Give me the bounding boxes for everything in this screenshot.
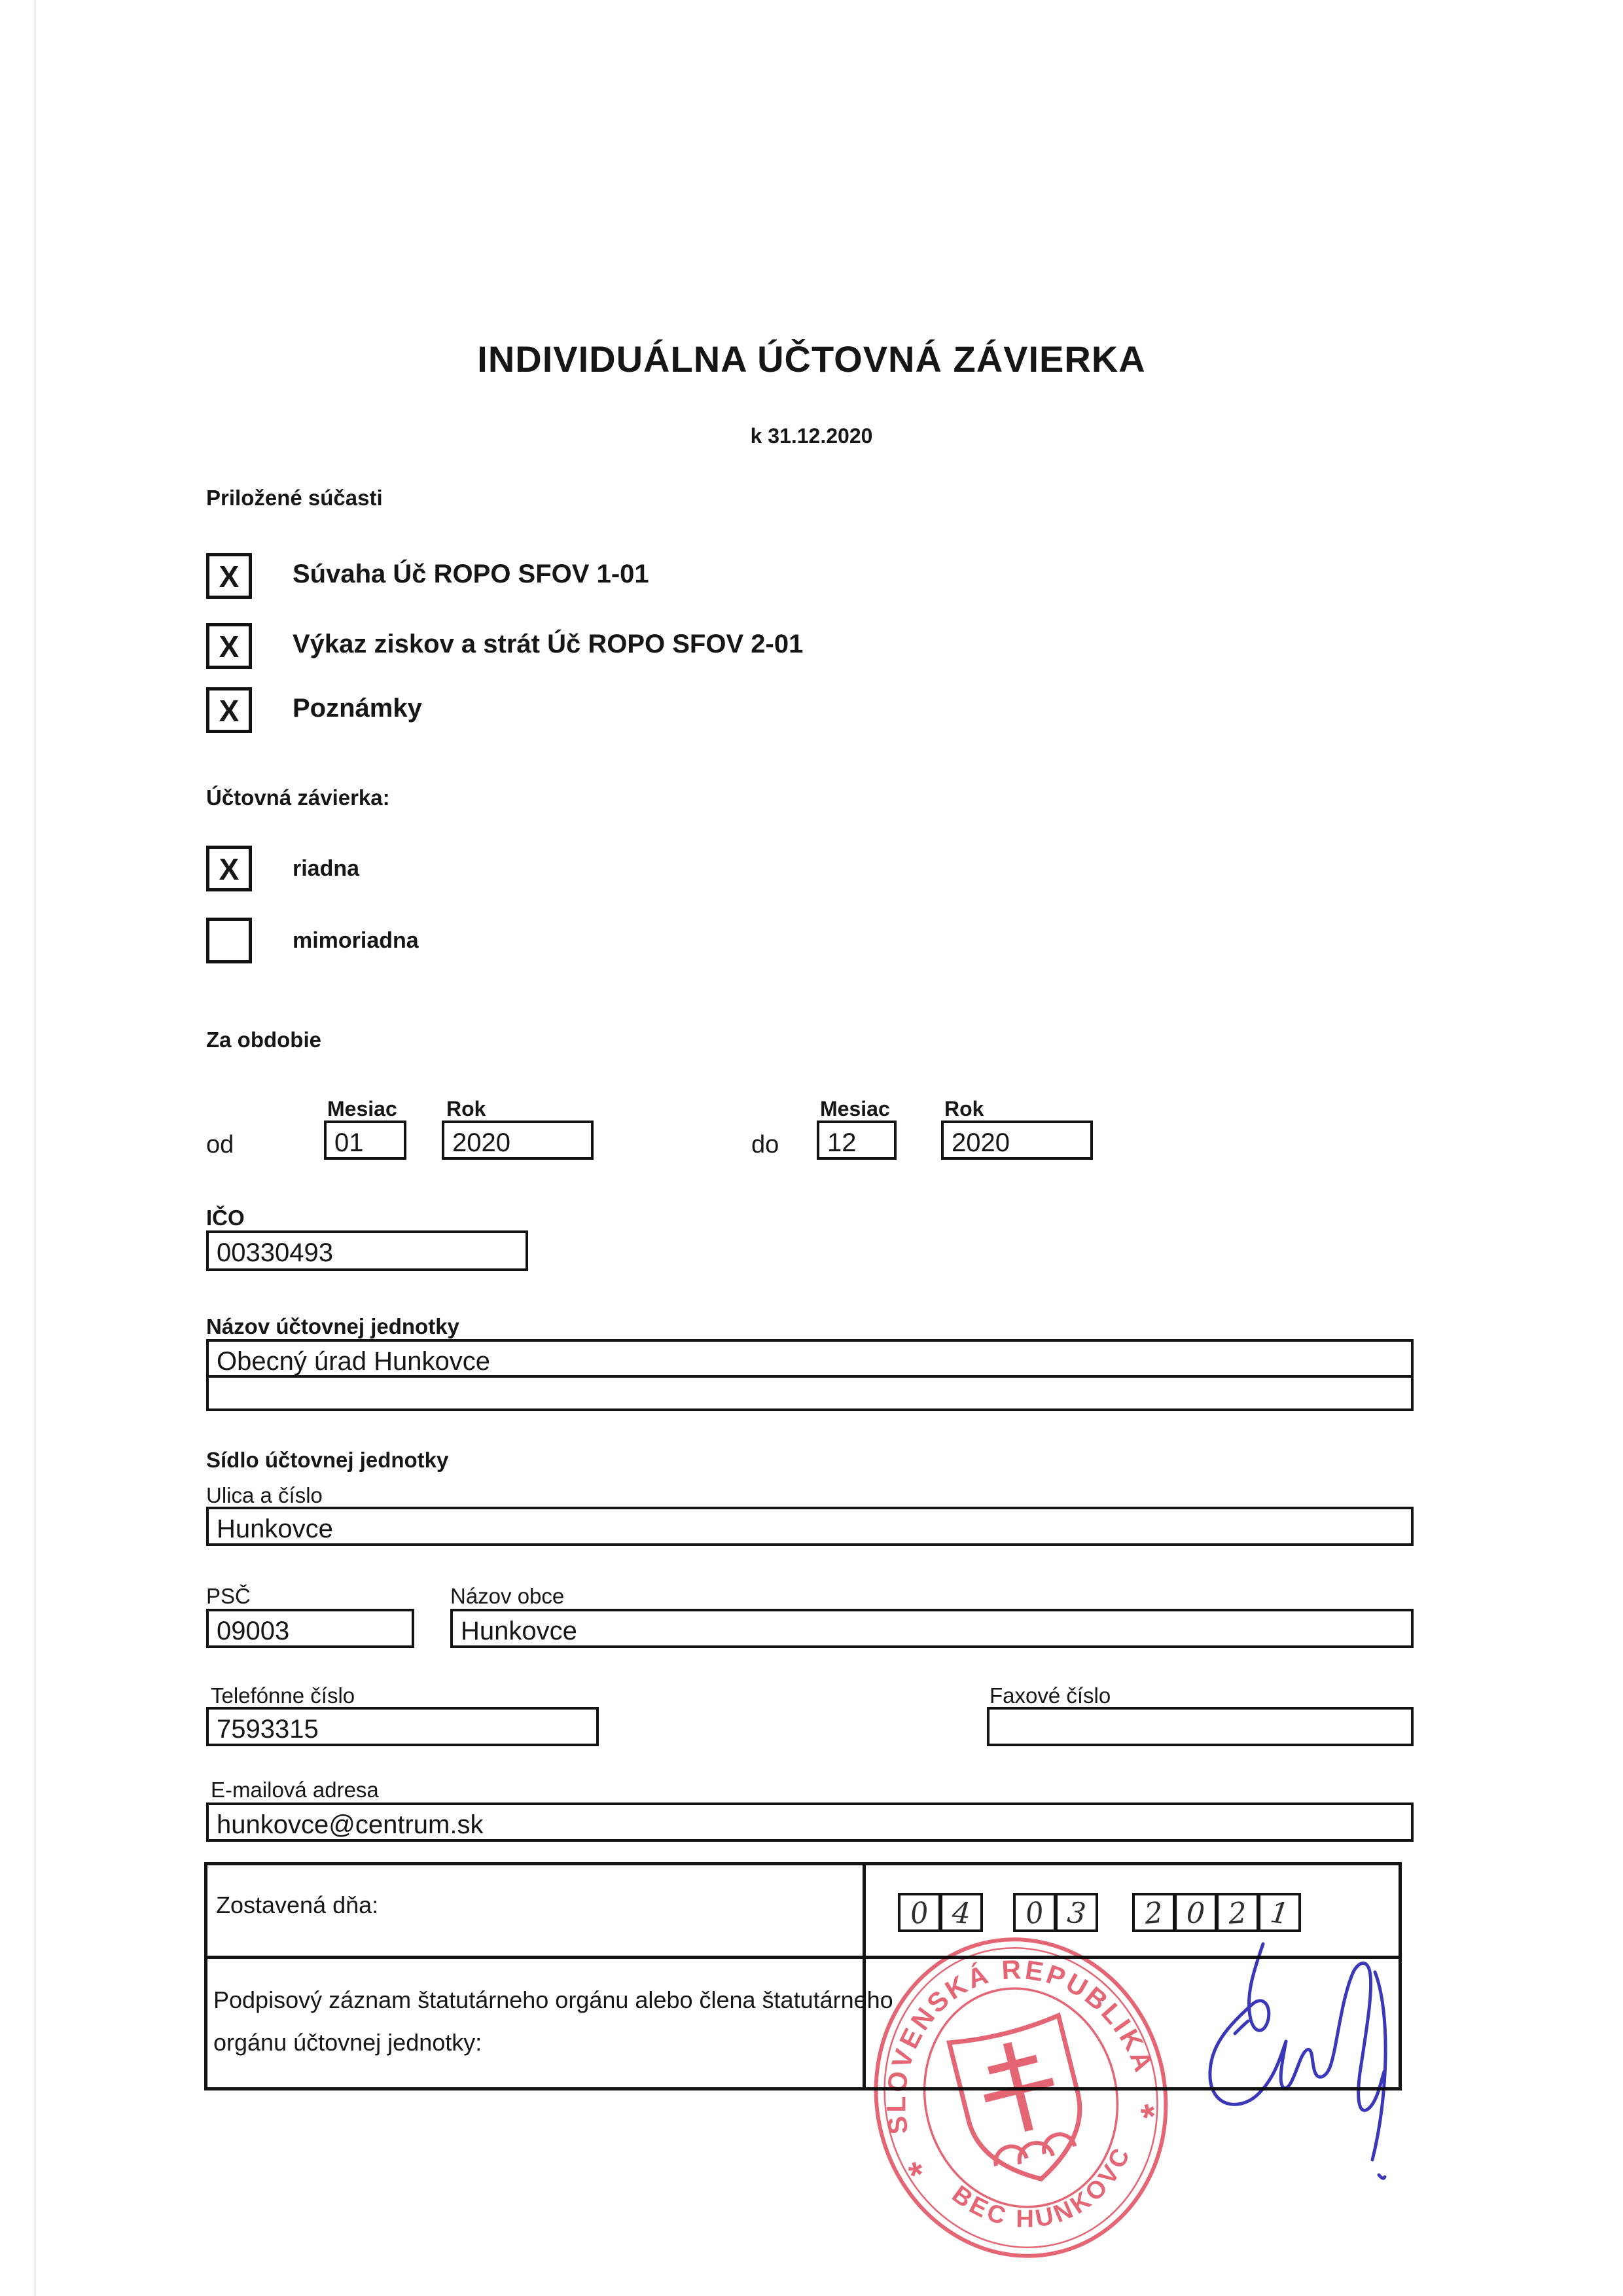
town-value: Hunkovce — [461, 1617, 577, 1645]
signature-label-line2: orgánu účtovnej jednotky: — [213, 2029, 482, 2056]
phone-field — [206, 1707, 599, 1746]
phone-label: Telefónne číslo — [211, 1683, 355, 1708]
period-from-year-label: Rok — [446, 1097, 486, 1121]
attachments-heading: Priložené súčasti — [206, 486, 383, 510]
closing-label-mimoriadna: mimoriadna — [293, 928, 419, 953]
signature-stroke-1 — [1210, 1944, 1286, 2104]
period-to-month-field — [817, 1121, 897, 1160]
checkbox-suvaha: X — [206, 553, 252, 599]
entity-name-label: Názov účtovnej jednotky — [206, 1314, 459, 1338]
zip-label: PSČ — [206, 1584, 251, 1608]
attachment-label-vykaz: Výkaz ziskov a strát Úč ROPO SFOV 2-01 — [293, 630, 804, 658]
period-to-label: do — [751, 1131, 779, 1158]
period-heading: Za obdobie — [206, 1028, 321, 1052]
signature-stroke-5 — [1379, 2175, 1385, 2178]
stamp-bottom-text: OBEC HUNKOVCE — [946, 2073, 1137, 2233]
street-value: Hunkovce — [217, 1515, 333, 1543]
stamp-star-right: * — [1137, 2094, 1162, 2139]
town-field — [450, 1609, 1414, 1648]
email-value: hunkovce@centrum.sk — [217, 1810, 484, 1839]
signature-stroke-4 — [1235, 2021, 1248, 2034]
closing-heading: Účtovná závierka: — [206, 785, 390, 810]
date-month-digit-1: 0 — [1023, 1895, 1046, 1931]
period-from-year-field — [442, 1121, 594, 1160]
fax-value — [990, 1710, 1411, 1715]
page-subtitle: k 31.12.2020 — [750, 424, 873, 448]
signature-stroke-2 — [1281, 1964, 1384, 2111]
checkbox-riadna: X — [206, 846, 252, 891]
email-field — [206, 1803, 1414, 1842]
period-from-month-label: Mesiac — [327, 1097, 397, 1121]
date-year-digit-3: 2 — [1227, 1896, 1248, 1931]
period-to-year-field — [941, 1121, 1093, 1160]
seat-heading: Sídlo účtovnej jednotky — [206, 1448, 449, 1472]
ico-value: 00330493 — [217, 1238, 333, 1267]
period-from-label: od — [206, 1131, 234, 1158]
period-from-month-value: 01 — [334, 1128, 364, 1157]
page-title: INDIVIDUÁLNA ÚČTOVNÁ ZÁVIERKA — [477, 338, 1146, 380]
stamp-coat-of-arms — [949, 2015, 1096, 2193]
date-year-box-3 — [1216, 1893, 1259, 1932]
official-round-stamp — [864, 1924, 1178, 2271]
compiled-date-label: Zostavená dňa: — [216, 1892, 379, 1918]
date-year-digit-2: 0 — [1185, 1896, 1206, 1931]
entity-name-field — [206, 1339, 1414, 1411]
attachment-label-suvaha: Súvaha Úč ROPO SFOV 1-01 — [293, 560, 649, 588]
checkbox-mimoriadna — [206, 918, 252, 963]
ico-label: IČO — [206, 1206, 245, 1230]
phone-value: 7593315 — [217, 1715, 319, 1744]
period-from-month-field — [324, 1121, 406, 1160]
closing-label-riadna: riadna — [293, 856, 360, 881]
date-year-digit-4: 1 — [1268, 1895, 1291, 1931]
date-year-digit-1: 2 — [1143, 1895, 1165, 1931]
fax-label: Faxové číslo — [990, 1683, 1111, 1708]
date-day-digit-1: 0 — [908, 1895, 931, 1931]
zip-value: 09003 — [217, 1617, 290, 1645]
fax-field — [987, 1707, 1414, 1746]
entity-name-value: Obecný úrad Hunkovce — [217, 1347, 491, 1376]
signature-stroke-3 — [1372, 1972, 1385, 2160]
stamp-star-left: * — [904, 2153, 929, 2197]
date-year-box-2 — [1174, 1893, 1217, 1932]
period-from-year-value: 2020 — [452, 1128, 510, 1157]
signature-label-line1: Podpisový záznam štatutárneho orgánu alebo člena štatutárneho — [213, 1986, 893, 2013]
attachment-label-poznamky: Poznámky — [293, 694, 422, 723]
period-to-month-label: Mesiac — [820, 1097, 890, 1121]
checkbox-poznamky: X — [206, 687, 252, 733]
date-month-digit-2: 3 — [1065, 1895, 1088, 1931]
handwritten-signature — [1201, 1934, 1423, 2196]
street-field — [206, 1507, 1414, 1546]
town-label: Názov obce — [450, 1584, 565, 1608]
checkbox-vykaz: X — [206, 623, 252, 669]
period-to-year-value: 2020 — [952, 1128, 1010, 1157]
period-to-year-label: Rok — [944, 1097, 984, 1121]
ico-field — [206, 1230, 528, 1271]
email-label: E-mailová adresa — [211, 1778, 379, 1802]
date-day-digit-2: 4 — [951, 1896, 972, 1931]
period-to-month-value: 12 — [827, 1128, 857, 1157]
street-label: Ulica a číslo — [206, 1483, 323, 1507]
stamp-top-text: SLOVENSKÁ REPUBLIKA — [881, 1954, 1160, 2136]
zip-field — [206, 1609, 414, 1648]
date-year-box-4 — [1258, 1893, 1301, 1932]
